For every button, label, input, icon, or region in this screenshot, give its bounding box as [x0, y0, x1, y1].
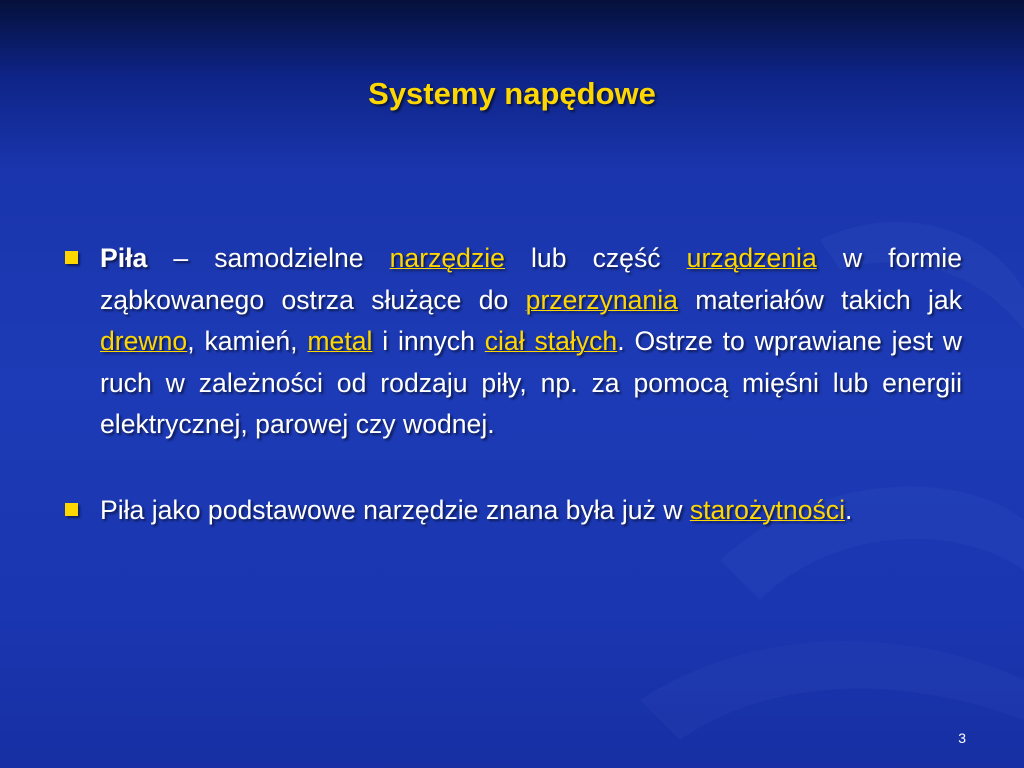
link-cial-stalych[interactable]: ciał stałych	[484, 326, 618, 356]
square-bullet-icon	[65, 503, 78, 516]
bullet-item	[62, 490, 962, 532]
bullet-text: w formie ząbkowanego ostrza służące do	[100, 243, 963, 315]
link-starozytnosci[interactable]: starożytności	[689, 494, 846, 525]
link-narzedzie[interactable]: narzędzie	[389, 243, 505, 273]
bullet-text: – samodzielne	[147, 243, 390, 273]
bullet-list	[62, 238, 962, 575]
bullet-term: Piła	[100, 243, 148, 273]
page-number: 3	[958, 730, 966, 746]
link-metal[interactable]: metal	[307, 326, 373, 356]
link-przerzynania[interactable]: przerzynania	[525, 284, 678, 315]
bullet-text: . Ostrze to wprawiane jest w ruch w zależności od rodzaju piły, np. za pomocą mięśni lub energii elektrycznej, parowej czy wodnej.	[100, 326, 962, 439]
square-bullet-icon	[65, 251, 78, 264]
slide-title: Systemy napędowe	[368, 76, 656, 111]
bullet-text: , kamień,	[187, 326, 308, 356]
bullet-text: i innych	[372, 326, 485, 356]
bullet-text: Piła jako podstawowe narzędzie znana była już w	[100, 494, 690, 525]
bullet-text: materiałów takich jak	[677, 284, 962, 315]
link-drewno[interactable]: drewno	[100, 326, 188, 356]
bullet-text: lub część	[504, 243, 687, 273]
bullet-item	[62, 238, 962, 446]
link-urzadzenia[interactable]: urządzenia	[686, 243, 817, 273]
bullet-text: .	[845, 494, 853, 525]
